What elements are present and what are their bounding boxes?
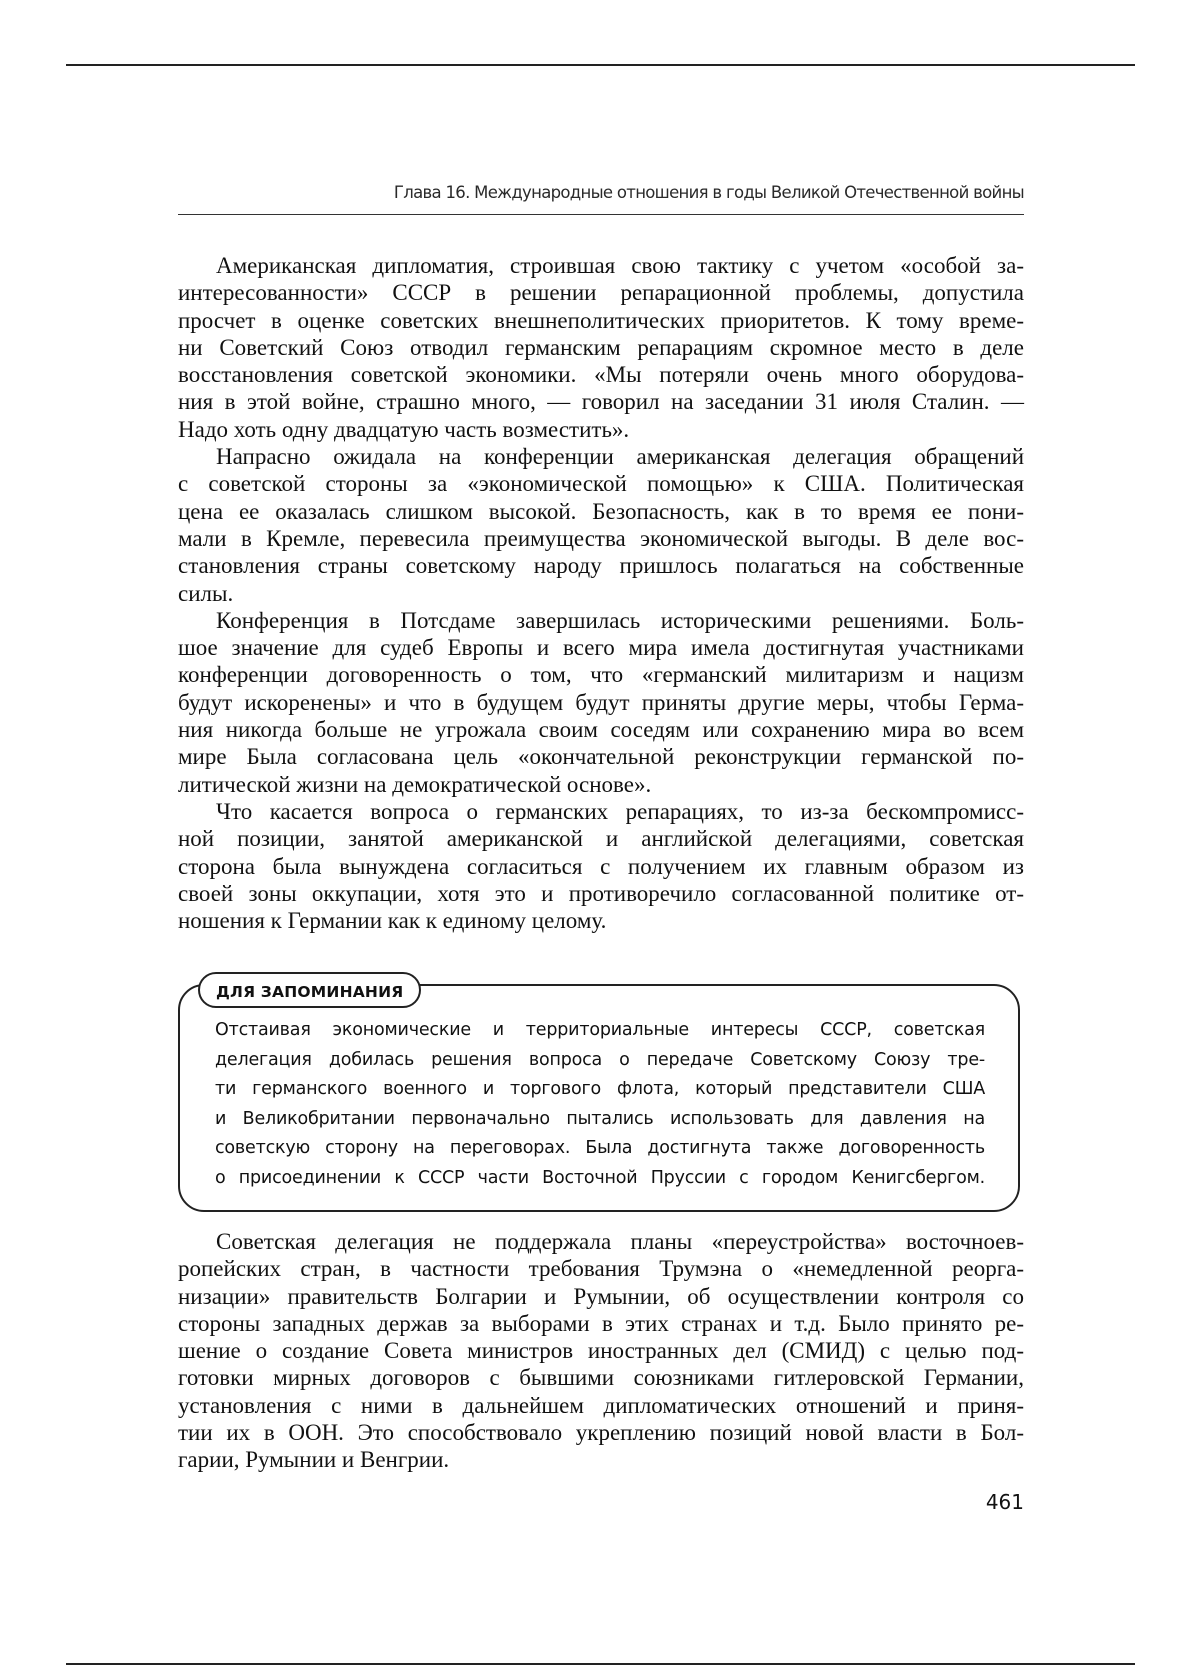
- text-line: мали в Кремле, перевесила преимущества экономической выгоды. В деле вос-: [178, 525, 1024, 551]
- text-line: ния никогда больше не угрожала своим соседям или сохранению мира во всем: [178, 717, 1024, 743]
- text-line: Американская дипломатия, строившая свою тактику с учетом «особой за-: [216, 253, 1024, 278]
- text-line: сторона была вынуждена согласиться с получением их главным образом из: [178, 853, 1024, 879]
- text-line: Надо хоть одну двадцатую часть возместить».: [178, 416, 630, 442]
- text-line: силы.: [178, 580, 234, 606]
- running-head-rule: [178, 214, 1024, 215]
- text-line: готовки мирных договоров с бывшими союзниками гитлеровской Германии,: [178, 1365, 1024, 1391]
- running-head: Глава 16. Международные отношения в годы Великой Отечественной войны: [393, 183, 1024, 202]
- body-text-bottom: [178, 1228, 1024, 1474]
- page-number: 461: [985, 1490, 1024, 1514]
- text-line: конференции договоренность о том, что «германский милитаризм и нацизм: [178, 662, 1024, 688]
- note-line: Отстаивая экономические и территориальные интересы СССР, советская: [215, 1020, 985, 1040]
- note-line: ти германского военного и торгового флота, который представители США: [215, 1079, 985, 1100]
- paragraph: [178, 798, 1024, 934]
- text-line: интересованности» СССР в решении репарационной проблемы, допустила: [178, 280, 1024, 306]
- page-bottom-rule: [66, 1663, 1135, 1665]
- text-line: гарии, Румынии и Венгрии.: [178, 1447, 450, 1473]
- text-line: Напрасно ожидала на конференции американская делегация обращений: [216, 444, 1024, 470]
- paragraph: [178, 443, 1024, 607]
- text-line: ношения к Германии как к единому целому.: [178, 908, 607, 934]
- paragraph: [178, 252, 1024, 443]
- text-line: ни Советский Союз отводил германским репарациям скромное место в деле: [178, 334, 1024, 360]
- text-line: своей зоны оккупации, хотя это и противоречило согласованной политике от-: [178, 880, 1024, 906]
- note-line: и Великобритании первоначально пытались использовать для давления на: [215, 1108, 985, 1129]
- text-line: восстановления советской экономики. «Мы потеряли очень много оборудова-: [178, 362, 1024, 388]
- body-text-top: [178, 252, 1024, 934]
- text-line: ропейских стран, в частности требования Трумэна о «немедленной реорга-: [178, 1256, 1024, 1282]
- text-line: тии их в ООН. Это способствовало укреплению позиций новой власти в Бол-: [178, 1420, 1024, 1446]
- note-line: советскую сторону на переговорах. Была достигнута также договоренность: [215, 1138, 985, 1159]
- note-text: [215, 1016, 985, 1194]
- text-line: становления страны советскому народу пришлось полагаться на собственные: [178, 553, 1024, 579]
- text-line: стороны западных держав за выборами в этих странах и т.д. Было принято ре-: [178, 1310, 1024, 1336]
- text-line: мире Была согласована цель «окончательной реконструкции германской по-: [178, 744, 1024, 770]
- text-line: Конференция в Потсдаме завершилась историческими решениями. Боль-: [216, 607, 1024, 633]
- page-top-rule: [66, 64, 1135, 66]
- paragraph: [178, 607, 1024, 798]
- paragraph: [178, 1228, 1024, 1474]
- text-line: с советской стороны за «экономической помощью» к США. Политическая: [178, 471, 1024, 497]
- text-line: ной позиции, занятой американской и английской делегациями, советская: [178, 826, 1024, 852]
- text-line: установления с ними в дальнейшем дипломатических отношений и приня-: [178, 1392, 1024, 1418]
- text-line: Что касается вопроса о германских репарациях, то из-за бескомпромисс-: [216, 798, 1024, 824]
- note-line: делегация добилась решения вопроса о передаче Советскому Союзу тре-: [215, 1049, 985, 1070]
- text-line: низации» правительств Болгарии и Румынии, об осуществлении контроля со: [178, 1283, 1024, 1309]
- text-line: цена ее оказалась слишком высокой. Безопасность, как в то время ее пони-: [178, 498, 1024, 524]
- text-line: Советская делегация не поддержала планы «переустройства» восточноев-: [216, 1229, 1024, 1254]
- text-line: будут искоренены» и что в будущем будут приняты другие меры, чтобы Герма-: [178, 689, 1024, 715]
- text-line: просчет в оценке советских внешнеполитических приоритетов. К тому време-: [178, 307, 1024, 333]
- text-line: ния в этой войне, страшно много, — говорил на заседании 31 июля Сталин. —: [178, 389, 1024, 415]
- note-label: ДЛЯ ЗАПОМИНАНИЯ: [198, 972, 421, 1008]
- text-line: шение о создание Совета министров иностранных дел (СМИД) с целью под-: [178, 1338, 1024, 1364]
- text-line: шое значение для судеб Европы и всего мира имела достигнутая участниками: [178, 635, 1024, 661]
- note-line: о присоединении к СССР части Восточной Пруссии с городом Кенигсбергом.: [215, 1167, 985, 1188]
- text-line: литической жизни на демократической основе».: [178, 771, 652, 797]
